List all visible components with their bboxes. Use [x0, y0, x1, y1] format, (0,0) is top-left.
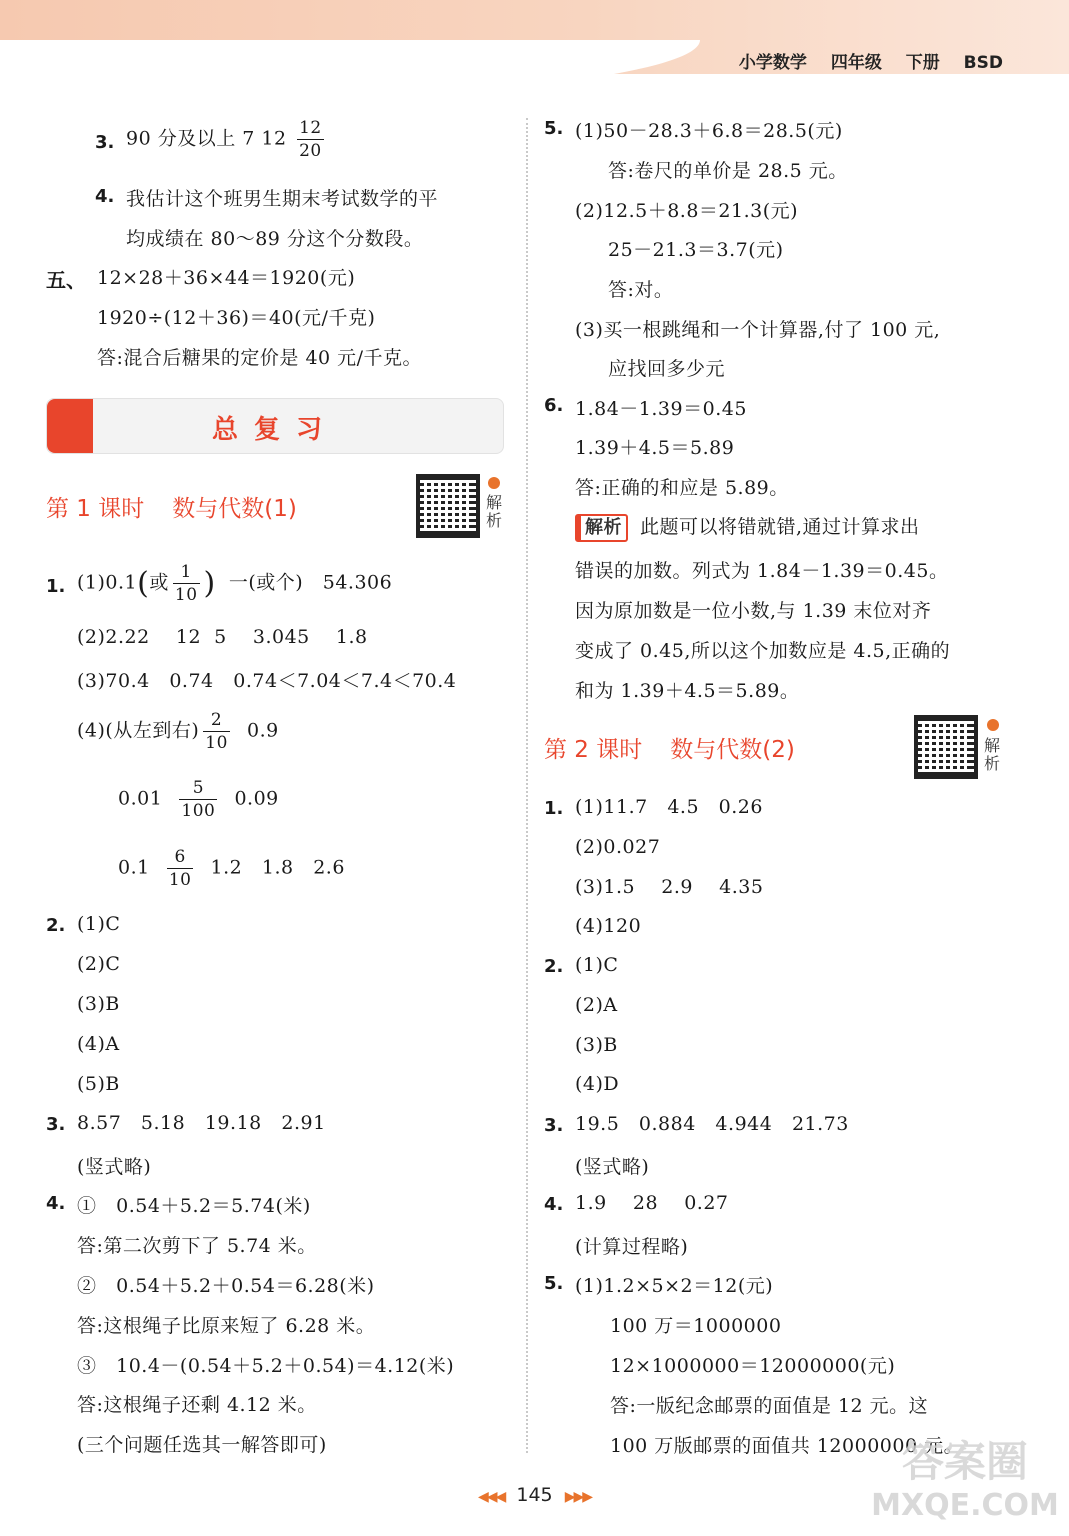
- answer-line: 我估计这个班男生期末考试数学的平: [126, 188, 439, 210]
- answer-line: 答:这根绳子比原来短了 6.28 米。: [77, 1315, 376, 1337]
- answer-line: (5)B: [77, 1073, 120, 1095]
- answer-line: (2)A: [575, 994, 618, 1016]
- answer-text: (1)0.1: [77, 571, 138, 594]
- fraction-numerator: 5: [179, 777, 217, 800]
- fraction-denominator: 10: [205, 733, 228, 753]
- fraction-denominator: 10: [168, 870, 192, 890]
- answer-text: 90 分及以上 7 12: [126, 127, 287, 150]
- analysis-text: 此题可以将错就错,通过计算求出: [640, 516, 920, 538]
- lesson-title: [46, 490, 297, 523]
- answer-line: 均成绩在 80～89 分这个分数段。: [126, 228, 424, 250]
- fraction-denominator: 10: [174, 585, 198, 605]
- answer-line: (竖式略): [575, 1156, 650, 1178]
- column-divider: [526, 118, 528, 1453]
- answer-line: [77, 561, 392, 606]
- prev-arrows-icon: ◀◀◀: [477, 1489, 505, 1505]
- answer-line: (3)B: [575, 1034, 618, 1056]
- answer-line: [118, 846, 345, 891]
- answer-line: 1.9 28 0.27: [575, 1192, 729, 1214]
- big-paren: ): [203, 566, 216, 601]
- answer-text: 0.9: [246, 719, 279, 742]
- banner-title: 总复习: [211, 415, 338, 445]
- analysis-line: 因为原加数是一位小数,与 1.39 末位对齐: [575, 600, 932, 622]
- big-paren: (: [137, 566, 150, 601]
- item-number: 1.: [544, 798, 564, 819]
- item-number: 2.: [46, 915, 66, 936]
- answer-line: [77, 709, 279, 754]
- fraction: [179, 777, 217, 822]
- answer-text: 1.2 1.8 2.6: [210, 856, 345, 879]
- answer-line: (计算过程略): [575, 1236, 689, 1258]
- answer-line: 19.5 0.884 4.944 21.73: [575, 1113, 849, 1135]
- answer-line: 答:第二次剪下了 5.74 米。: [77, 1235, 317, 1257]
- lesson-topic: 数与代数(2): [670, 737, 795, 763]
- analysis-line: [575, 512, 920, 542]
- answer-line: (1)1.2×5×2＝12(元): [575, 1275, 774, 1297]
- item-number: 5.: [544, 118, 564, 139]
- item-number: 4.: [544, 1194, 564, 1215]
- answer-line: 8.57 5.18 19.18 2.91: [77, 1112, 326, 1134]
- fraction-numerator: 1: [173, 561, 200, 584]
- play-icon: [987, 719, 999, 731]
- answer-line: 答:这根绳子还剩 4.12 米。: [77, 1394, 317, 1416]
- lesson-number: 第 2 课时: [544, 737, 643, 763]
- answer-line: (4)D: [575, 1073, 620, 1095]
- section-number: 五、: [46, 268, 86, 292]
- answer-line: 答:正确的和应是 5.89。: [575, 477, 789, 499]
- answer-line: 答:卷尺的单价是 28.5 元。: [608, 160, 848, 182]
- answer-line: 12×28＋36×44＝1920(元): [97, 267, 356, 289]
- answer-line: ① 0.54＋5.2＝5.74(米): [77, 1195, 311, 1217]
- answer-text: 0.01: [118, 787, 163, 810]
- answer-line: 1.84－1.39＝0.45: [575, 398, 747, 420]
- fraction-denominator: 20: [299, 141, 322, 161]
- item-number: 3.: [46, 1114, 66, 1135]
- item-number: 4.: [46, 1193, 66, 1214]
- answer-line: 答:混合后糖果的定价是 40 元/千克。: [97, 347, 423, 369]
- answer-line: (4)A: [77, 1033, 120, 1055]
- answer-line: 100 万＝1000000: [610, 1315, 782, 1337]
- answer-line: ③ 10.4－(0.54＋5.2＋0.54)＝4.12(米): [77, 1355, 455, 1377]
- item-number: 3.: [95, 132, 115, 153]
- answer-line: 1.39＋4.5＝5.89: [575, 437, 735, 459]
- qr-code-icon[interactable]: [416, 474, 480, 538]
- fraction: [203, 709, 230, 754]
- answer-text: 或: [149, 571, 169, 594]
- answer-text: (4)(从左到右): [77, 719, 200, 742]
- fraction: [297, 117, 324, 162]
- answer-line: (三个问题任选其一解答即可): [77, 1434, 327, 1456]
- answer-line: 答:对。: [608, 279, 674, 301]
- header-text: 小学数学 四年级 下册 BSD: [738, 53, 1003, 73]
- qr-label: 解析: [984, 736, 1001, 773]
- next-arrows-icon: ▶▶▶: [564, 1489, 592, 1505]
- analysis-line: 错误的加数。列式为 1.84－1.39＝0.45。: [575, 560, 949, 582]
- watermark-text: 答案圈: [901, 1437, 1028, 1486]
- item-number: 2.: [544, 956, 564, 977]
- answer-text: 一(或个) 54.306: [215, 571, 393, 594]
- page-number: 145: [516, 1484, 553, 1506]
- watermark-text: MXQE.COM: [871, 1488, 1059, 1523]
- answer-line: 100 万版邮票的面值共 12000000 元。: [610, 1435, 964, 1457]
- answer-line: (4)120: [575, 915, 642, 937]
- answer-line: (1)11.7 4.5 0.26: [575, 796, 763, 818]
- lesson-number: 第 1 课时: [46, 496, 145, 522]
- answer-line: (1)C: [575, 954, 619, 976]
- answer-line: 答:一版纪念邮票的面值是 12 元。这: [610, 1395, 929, 1417]
- answer-line: (3)买一根跳绳和一个计算器,付了 100 元,: [575, 319, 941, 341]
- answer-line: (1)50－28.3＋6.8＝28.5(元): [575, 120, 843, 142]
- answer-line: (1)C: [77, 913, 121, 935]
- fraction-numerator: 12: [299, 118, 322, 138]
- qr-label: 解析: [486, 493, 503, 530]
- answer-line: (2)0.027: [575, 836, 661, 858]
- answer-line: 应找回多少元: [608, 358, 726, 380]
- item-number: 1.: [46, 576, 66, 597]
- header-curve: [0, 40, 700, 100]
- item-number: 6.: [544, 395, 564, 416]
- review-banner: [46, 398, 504, 454]
- answer-line: 1920÷(12＋36)＝40(元/千克): [97, 307, 376, 329]
- fraction: [173, 561, 200, 606]
- answer-line: (竖式略): [77, 1156, 152, 1178]
- answer-line: [126, 117, 328, 162]
- answer-line: (2)12.5＋8.8＝21.3(元): [575, 200, 799, 222]
- fraction-numerator: 6: [167, 846, 194, 869]
- answer-text: 0.1: [118, 856, 150, 879]
- item-number: 5.: [544, 1273, 564, 1294]
- analysis-line: 和为 1.39＋4.5＝5.89。: [575, 680, 800, 702]
- watermark-logo: [870, 1437, 1060, 1530]
- item-number: 4.: [95, 186, 115, 207]
- lesson-title: [544, 731, 795, 764]
- answer-line: (3)70.4 0.74 0.74＜7.04＜7.4＜70.4: [77, 670, 457, 692]
- item-number: 3.: [544, 1115, 564, 1136]
- answer-text: 0.09: [234, 787, 279, 810]
- answer-line: (2)2.22 12 5 3.045 1.8: [77, 626, 368, 648]
- answer-line: (3)B: [77, 993, 120, 1015]
- answer-line: 25－21.3＝3.7(元): [608, 239, 784, 261]
- analysis-tag: 解析: [575, 514, 628, 542]
- qr-code-icon[interactable]: [914, 715, 978, 779]
- answer-line: ② 0.54＋5.2＋0.54＝6.28(米): [77, 1275, 375, 1297]
- answer-line: [118, 777, 279, 822]
- answer-line: (2)C: [77, 953, 121, 975]
- fraction-denominator: 100: [181, 801, 216, 821]
- fraction: [167, 846, 194, 891]
- play-icon: [488, 477, 500, 489]
- answer-line: (3)1.5 2.9 4.35: [575, 876, 764, 898]
- fraction-numerator: 2: [203, 709, 230, 732]
- answer-line: 12×1000000＝12000000(元): [610, 1355, 896, 1377]
- lesson-topic: 数与代数(1): [172, 496, 297, 522]
- analysis-line: 变成了 0.45,所以这个加数应是 4.5,正确的: [575, 640, 951, 662]
